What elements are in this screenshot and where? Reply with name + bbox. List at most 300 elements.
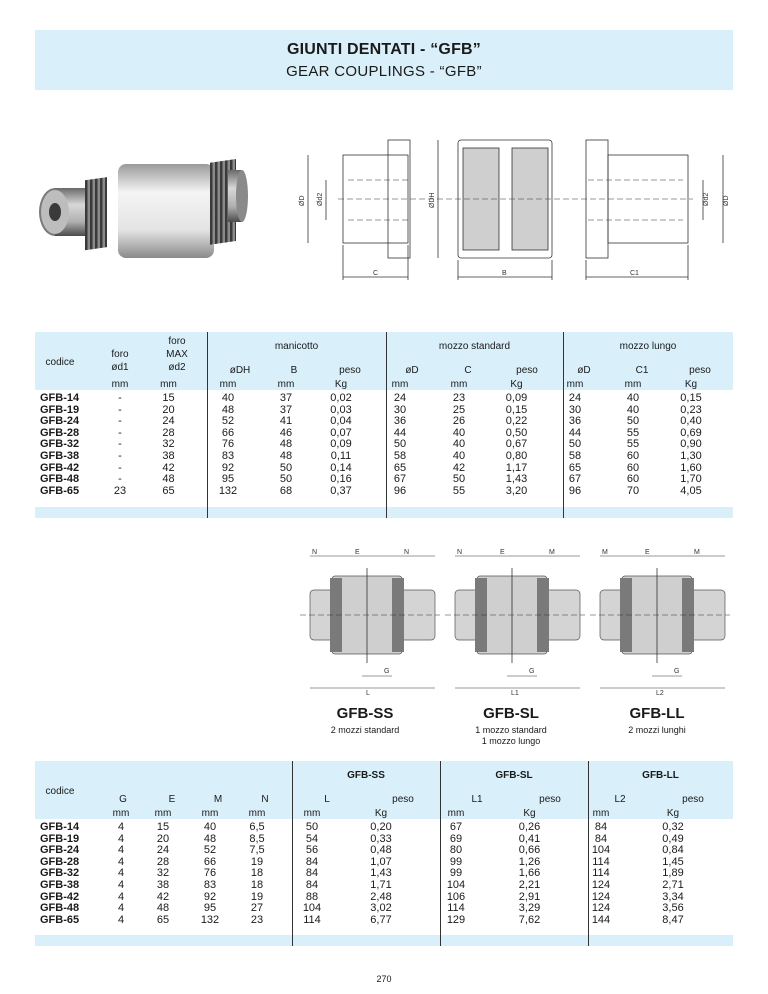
t2-cell: 69 xyxy=(449,832,463,845)
t1-cell: 0,67 xyxy=(505,438,528,451)
t1-cell: 0,04 xyxy=(330,415,352,428)
t2-cell: 124 xyxy=(591,878,611,891)
t1-cell: - xyxy=(118,415,122,428)
t2-cell: 1,89 xyxy=(662,867,684,880)
t2-cell: 54 xyxy=(305,832,319,845)
label-odh: ØDH xyxy=(429,192,436,208)
t1-cell: 50 xyxy=(568,438,582,451)
t1-cell: 40 xyxy=(626,403,640,416)
t2-cell: 1,43 xyxy=(370,867,392,880)
t2-unit: Kg xyxy=(666,808,680,819)
t2-cell: 4 xyxy=(117,890,125,903)
t1-cell: 0,40 xyxy=(680,415,702,428)
t2-group-sl: GFB-SL xyxy=(495,770,533,781)
t1-cell: 95 xyxy=(221,473,235,486)
t2-cell: 28 xyxy=(156,855,170,868)
t2-cell: 99 xyxy=(449,855,463,868)
label-b: B xyxy=(502,270,507,277)
t1-cell: 48 xyxy=(221,403,235,416)
t2-cell: 0,41 xyxy=(518,832,541,845)
t1-col-od2: øD xyxy=(577,365,591,376)
t2-code: GFB-24 xyxy=(40,844,80,857)
variant-ll-drawing xyxy=(590,549,730,697)
t1-cell: 92 xyxy=(221,461,235,474)
t1-cell: 0,69 xyxy=(680,426,702,439)
t2-col-l: L xyxy=(324,794,330,805)
t1-cell: 40 xyxy=(452,426,466,439)
label-c: C xyxy=(373,270,379,277)
t1-col-odh: øDH xyxy=(229,365,251,376)
t2-cell: 0,48 xyxy=(370,844,392,857)
t1-header-foro-max-c: ød2 xyxy=(168,362,186,373)
t2-cell: 65 xyxy=(156,913,170,926)
t2-cell: 67 xyxy=(449,821,463,833)
t1-cell: 0,09 xyxy=(330,438,352,451)
t2-unit: mm xyxy=(248,808,266,819)
t1-cell: 0,02 xyxy=(330,392,352,404)
label-od-left: ØD xyxy=(299,195,306,206)
t2-cell: 0,32 xyxy=(662,821,684,833)
t1-cell: 25 xyxy=(452,403,466,416)
t2-header-codice: codice xyxy=(45,786,75,797)
t2-cell: 2,48 xyxy=(370,890,392,903)
t1-col-peso2: peso xyxy=(516,365,538,376)
t1-codes xyxy=(40,393,90,497)
t2-codes xyxy=(40,822,90,926)
dim-label-l: L xyxy=(366,690,370,697)
t1-unit: Kg xyxy=(334,379,348,390)
t2-data-table xyxy=(103,822,710,926)
t2-cell: 99 xyxy=(449,867,463,880)
t1-cell: 55 xyxy=(452,484,466,497)
t1-cell: 40 xyxy=(452,449,466,462)
t1-cell: - xyxy=(118,403,122,416)
t2-cell: 1,26 xyxy=(518,855,541,868)
t1-cell: 40 xyxy=(626,392,640,404)
dim-label-n1: N xyxy=(312,549,318,556)
t1-unit: mm xyxy=(391,379,409,390)
t2-unit: Kg xyxy=(523,808,536,819)
variant-ll-title: GFB-LL xyxy=(629,705,685,722)
t1-cell: 65 xyxy=(162,484,175,497)
t2-code: GFB-14 xyxy=(40,821,80,833)
t2-cell: 88 xyxy=(305,890,319,903)
t2-cell: 124 xyxy=(591,890,611,903)
t2-cell: 40 xyxy=(203,821,217,833)
t1-header-foro-max-a: foro xyxy=(168,336,186,347)
t1-row xyxy=(100,451,720,463)
t1-cell: 1,60 xyxy=(680,461,702,474)
t2-cell: 4 xyxy=(117,844,125,857)
t2-group-ll: GFB-LL xyxy=(642,770,679,781)
t2-cell: 24 xyxy=(156,844,170,857)
t2-cell: 42 xyxy=(156,890,170,903)
t2-cell: 4 xyxy=(117,902,125,915)
table1-footer-panel xyxy=(35,507,733,518)
t1-col-od: øD xyxy=(405,365,419,376)
t1-cell: 48 xyxy=(279,438,293,451)
variant-sl-sub2: 1 mozzo lungo xyxy=(481,736,541,746)
dim-label-n2: M xyxy=(549,549,555,556)
t2-cell: 0,33 xyxy=(370,832,392,845)
t1-col-c: C xyxy=(464,365,472,376)
dim-label-n2: M xyxy=(694,549,700,556)
dim-label-g: G xyxy=(384,668,390,675)
t1-cell: 3,20 xyxy=(505,484,528,497)
t1-cell: 66 xyxy=(221,426,235,439)
t1-cell: 65 xyxy=(393,461,407,474)
variant-diagrams xyxy=(300,548,740,698)
t2-cell: 114 xyxy=(447,902,465,915)
dim-label-l: L1 xyxy=(511,690,519,697)
t2-cell: 56 xyxy=(305,844,319,857)
page-number: 270 xyxy=(376,974,392,984)
t2-unit: mm xyxy=(154,808,172,819)
t2-unit: mm xyxy=(112,808,130,819)
t1-cell: 50 xyxy=(452,473,466,486)
t2-row xyxy=(103,822,710,834)
t1-cell: 40 xyxy=(452,438,466,451)
t2-cell: 32 xyxy=(156,867,170,880)
t2-cell: 19 xyxy=(250,890,264,903)
t1-cell: - xyxy=(118,426,122,439)
t1-cell: 1,30 xyxy=(680,449,702,462)
t1-cell: 0,03 xyxy=(330,403,352,416)
t2-cell: 4 xyxy=(117,867,125,880)
t2-cell: 84 xyxy=(305,867,319,880)
t2-cell: 3,56 xyxy=(662,902,684,915)
t1-unit: mm xyxy=(111,379,129,390)
t1-cell: 0,14 xyxy=(330,461,352,474)
t2-cell: 104 xyxy=(446,878,466,891)
t1-cell: 70 xyxy=(626,484,640,497)
t2-cell: 3,29 xyxy=(518,902,541,915)
t1-cell: - xyxy=(118,473,122,486)
coupling-photo xyxy=(30,130,250,260)
t1-cell: 36 xyxy=(393,415,407,428)
t1-code: GFB-38 xyxy=(40,449,80,462)
t2-cell: 19 xyxy=(250,855,264,868)
dim-label-n2: N xyxy=(404,549,410,556)
t1-cell: 32 xyxy=(162,438,175,451)
t2-cell: 2,91 xyxy=(518,890,541,903)
dim-label-n1: N xyxy=(457,549,463,556)
t2-unit: mm xyxy=(447,808,465,819)
t2-code: GFB-48 xyxy=(40,902,80,915)
t2-cell: 0,84 xyxy=(662,844,684,857)
t2-cell: 144 xyxy=(591,913,611,926)
t2-cell: 0,66 xyxy=(518,844,541,857)
t1-cell: 0,11 xyxy=(330,449,352,462)
t2-cell: 106 xyxy=(446,890,466,903)
t1-group-manicotto: manicotto xyxy=(274,341,319,352)
t1-cell: - xyxy=(118,392,122,404)
t2-row xyxy=(103,868,710,880)
t1-cell: 48 xyxy=(279,449,293,462)
variant-ss-title: GFB-SS xyxy=(336,705,394,722)
t2-col-l2: L2 xyxy=(614,794,626,805)
t2-cell: 84 xyxy=(305,855,319,868)
t1-cell: 60 xyxy=(626,473,640,486)
dim-label-g: G xyxy=(674,668,680,675)
t1-code: GFB-32 xyxy=(40,438,80,451)
title-banner xyxy=(35,30,733,90)
dim-label-l: L2 xyxy=(656,690,664,697)
t2-unit: mm xyxy=(592,808,610,819)
t1-cell: 4,05 xyxy=(680,484,702,497)
t1-unit: mm xyxy=(160,379,177,390)
t2-cell: 1,71 xyxy=(370,878,392,891)
dim-label-e: E xyxy=(500,549,505,556)
table2-footer-panel xyxy=(35,935,733,946)
t2-cell: 132 xyxy=(200,913,220,926)
t2-code: GFB-42 xyxy=(40,890,80,903)
t1-cell: 60 xyxy=(626,461,640,474)
t2-cell: 80 xyxy=(449,844,463,857)
t1-col-c1: C1 xyxy=(635,365,649,376)
t2-cell: 104 xyxy=(591,844,611,857)
t1-cell: 28 xyxy=(162,426,175,439)
t2-cell: 76 xyxy=(203,867,217,880)
t1-cell: 38 xyxy=(162,449,175,462)
t2-cell: 4 xyxy=(117,821,125,833)
t1-cell: 44 xyxy=(568,426,582,439)
t2-cell: 84 xyxy=(594,832,608,845)
t2-cell: 8,47 xyxy=(662,913,684,926)
t1-cell: 0,50 xyxy=(505,426,528,439)
t1-unit: mm xyxy=(277,379,295,390)
t1-header-foro-d1-b: ød1 xyxy=(111,362,129,373)
t2-cell: 7,62 xyxy=(518,913,541,926)
dim-label-e: E xyxy=(355,549,360,556)
t1-cell: 1,17 xyxy=(505,461,528,474)
t2-cell: 114 xyxy=(303,913,321,926)
t1-cell: 58 xyxy=(393,449,407,462)
t1-cell: 76 xyxy=(221,438,235,451)
t1-cell: 30 xyxy=(568,403,582,416)
t1-cell: 1,70 xyxy=(680,473,702,486)
t1-code: GFB-24 xyxy=(40,415,80,428)
t2-unit: Kg xyxy=(374,808,388,819)
t2-col-l1: L1 xyxy=(471,794,483,805)
t1-cell: 52 xyxy=(221,415,235,428)
t2-cell: 18 xyxy=(250,878,264,891)
t1-cell: 50 xyxy=(279,461,293,474)
t2-cell: 95 xyxy=(203,902,217,915)
t1-cell: 50 xyxy=(626,415,640,428)
t1-cell: 0,23 xyxy=(680,403,702,416)
t1-cell: 68 xyxy=(279,484,293,497)
t2-col-m: M xyxy=(213,794,223,805)
t1-code: GFB-42 xyxy=(40,461,80,474)
t2-cell: 1,45 xyxy=(662,855,684,868)
t2-cell: 0,26 xyxy=(518,821,541,833)
t2-cell: 6,5 xyxy=(249,821,265,833)
dim-label-e: E xyxy=(645,549,650,556)
t2-cell: 1,07 xyxy=(370,855,392,868)
t2-cell: 48 xyxy=(203,832,217,845)
t1-row xyxy=(100,393,720,405)
t1-cell: 0,80 xyxy=(505,449,528,462)
t1-cell: 36 xyxy=(568,415,582,428)
t2-cell: 20 xyxy=(156,832,170,845)
t1-cell: 41 xyxy=(279,415,293,428)
t1-unit: Kg xyxy=(684,379,698,390)
t1-cell: 55 xyxy=(626,438,640,451)
t2-cell: 104 xyxy=(302,902,322,915)
t2-group-ss: GFB-SS xyxy=(347,770,385,781)
t1-cell: 24 xyxy=(568,392,582,404)
t1-header-foro-d1-a: foro xyxy=(111,349,129,360)
t2-cell: 6,77 xyxy=(370,913,392,926)
t2-cell: 8,5 xyxy=(249,832,265,845)
t1-cell: 0,09 xyxy=(505,392,528,404)
t1-cell: 42 xyxy=(452,461,466,474)
t2-cell: 4 xyxy=(117,855,125,868)
t2-cell: 18 xyxy=(250,867,264,880)
t2-row xyxy=(103,857,710,869)
t1-code: GFB-48 xyxy=(40,473,80,486)
t2-code: GFB-38 xyxy=(40,878,80,891)
t1-cell: 40 xyxy=(221,392,235,404)
page-title: GIUNTI DENTATI - “GFB” xyxy=(286,41,481,58)
t1-cell: - xyxy=(118,461,122,474)
t1-cell: 50 xyxy=(393,438,407,451)
t1-cell: 60 xyxy=(626,449,640,462)
t1-cell: 46 xyxy=(279,426,293,439)
label-od-right: ØD xyxy=(723,195,730,206)
variant-sl-sub1: 1 mozzo standard xyxy=(475,725,547,735)
t2-cell: 50 xyxy=(305,821,319,833)
t1-unit: mm xyxy=(566,379,584,390)
t2-cell: 114 xyxy=(592,867,610,880)
t2-cell: 84 xyxy=(305,878,319,891)
label-c1: C1 xyxy=(630,270,639,277)
t1-col-b: B xyxy=(290,365,298,376)
t1-cell: 0,07 xyxy=(330,426,352,439)
t1-cell: 65 xyxy=(568,461,582,474)
t2-col-peso3: peso xyxy=(682,794,704,805)
t1-cell: 0,22 xyxy=(505,415,528,428)
t2-code: GFB-19 xyxy=(40,832,80,845)
t2-cell: 92 xyxy=(203,890,217,903)
t1-cell: 48 xyxy=(162,473,175,486)
t2-col-peso2: peso xyxy=(539,794,561,805)
t1-cell: 37 xyxy=(279,403,293,416)
t1-cell: 96 xyxy=(393,484,407,497)
t2-col-peso1: peso xyxy=(392,794,414,805)
t1-cell: - xyxy=(118,438,122,451)
t2-cell: 83 xyxy=(203,878,217,891)
variant-ss-drawing xyxy=(300,549,440,697)
t1-code: GFB-65 xyxy=(40,484,80,497)
t2-cell: 84 xyxy=(594,821,608,833)
t2-row xyxy=(103,880,710,892)
t2-row xyxy=(103,903,710,915)
t1-cell: 30 xyxy=(393,403,407,416)
t2-cell: 1,66 xyxy=(518,867,541,880)
t2-unit: mm xyxy=(303,808,321,819)
t1-cell: 20 xyxy=(162,403,175,416)
t1-cell: 24 xyxy=(393,392,407,404)
dim-label-n1: M xyxy=(602,549,608,556)
t1-cell: 67 xyxy=(568,473,582,486)
label-od2-right: Ød2 xyxy=(703,192,710,206)
t1-cell: 42 xyxy=(162,461,175,474)
t2-cell: 15 xyxy=(156,821,170,833)
label-od2-left: Ød2 xyxy=(317,192,324,206)
variant-sl-title: GFB-SL xyxy=(483,705,539,722)
t2-cell: 4 xyxy=(117,878,125,891)
t1-cell: 23 xyxy=(113,484,127,497)
t1-unit: mm xyxy=(624,379,642,390)
t1-cell: 96 xyxy=(568,484,582,497)
t1-row xyxy=(100,486,720,498)
t1-cell: 15 xyxy=(162,392,175,404)
t1-cell: 37 xyxy=(279,392,293,404)
t2-row xyxy=(103,834,710,846)
t2-cell: 4 xyxy=(117,913,125,926)
t1-cell: 0,15 xyxy=(680,392,702,404)
t1-cell: 58 xyxy=(568,449,582,462)
variant-ss-sub1: 2 mozzi standard xyxy=(330,725,400,735)
variant-sl-drawing xyxy=(445,549,585,697)
t1-unit: mm xyxy=(219,379,237,390)
t1-cell: 44 xyxy=(393,426,407,439)
page-subtitle: GEAR COUPLINGS - “GFB” xyxy=(286,63,482,80)
t1-header-codice: codice xyxy=(45,357,75,368)
t2-row xyxy=(103,892,710,904)
t1-unit: Kg xyxy=(510,379,523,390)
t1-col-peso3: peso xyxy=(689,365,711,376)
t2-cell: 7,5 xyxy=(249,844,265,857)
t2-code: GFB-28 xyxy=(40,855,80,868)
t2-cell: 23 xyxy=(250,913,264,926)
t1-cell: 67 xyxy=(393,473,407,486)
t2-cell: 0,20 xyxy=(370,821,392,833)
t1-cell: 0,90 xyxy=(680,438,702,451)
t1-code: GFB-19 xyxy=(40,403,80,416)
variant-ll-sub1: 2 mozzi lunghi xyxy=(628,725,686,735)
t1-cell: 0,16 xyxy=(330,473,352,486)
t1-cell: 1,43 xyxy=(505,473,528,486)
t2-cell: 3,34 xyxy=(662,890,684,903)
t2-cell: 52 xyxy=(203,844,217,857)
t1-code: GFB-14 xyxy=(40,392,80,404)
t1-cell: 0,15 xyxy=(505,403,528,416)
t1-header-foro-max-b: MAX xyxy=(166,349,188,360)
t2-cell: 2,71 xyxy=(662,878,684,891)
t2-cell: 66 xyxy=(203,855,217,868)
t1-cell: 132 xyxy=(218,484,238,497)
t1-cell: 26 xyxy=(452,415,466,428)
t2-code: GFB-32 xyxy=(40,867,80,880)
t1-data-table xyxy=(100,393,720,497)
t2-cell: 3,02 xyxy=(370,902,392,915)
t2-cell: 124 xyxy=(591,902,611,915)
t1-cell: 0,37 xyxy=(330,484,352,497)
t2-cell: 114 xyxy=(592,855,610,868)
t1-group-lungo: mozzo lungo xyxy=(619,341,677,352)
t2-col-g: G xyxy=(119,794,127,805)
t2-cell: 38 xyxy=(156,878,170,891)
t1-cell: 24 xyxy=(162,415,175,428)
t2-cell: 129 xyxy=(446,913,466,926)
dim-label-g: G xyxy=(529,668,535,675)
t2-row xyxy=(103,845,710,857)
t1-unit: mm xyxy=(450,379,468,390)
t2-row xyxy=(103,915,710,927)
